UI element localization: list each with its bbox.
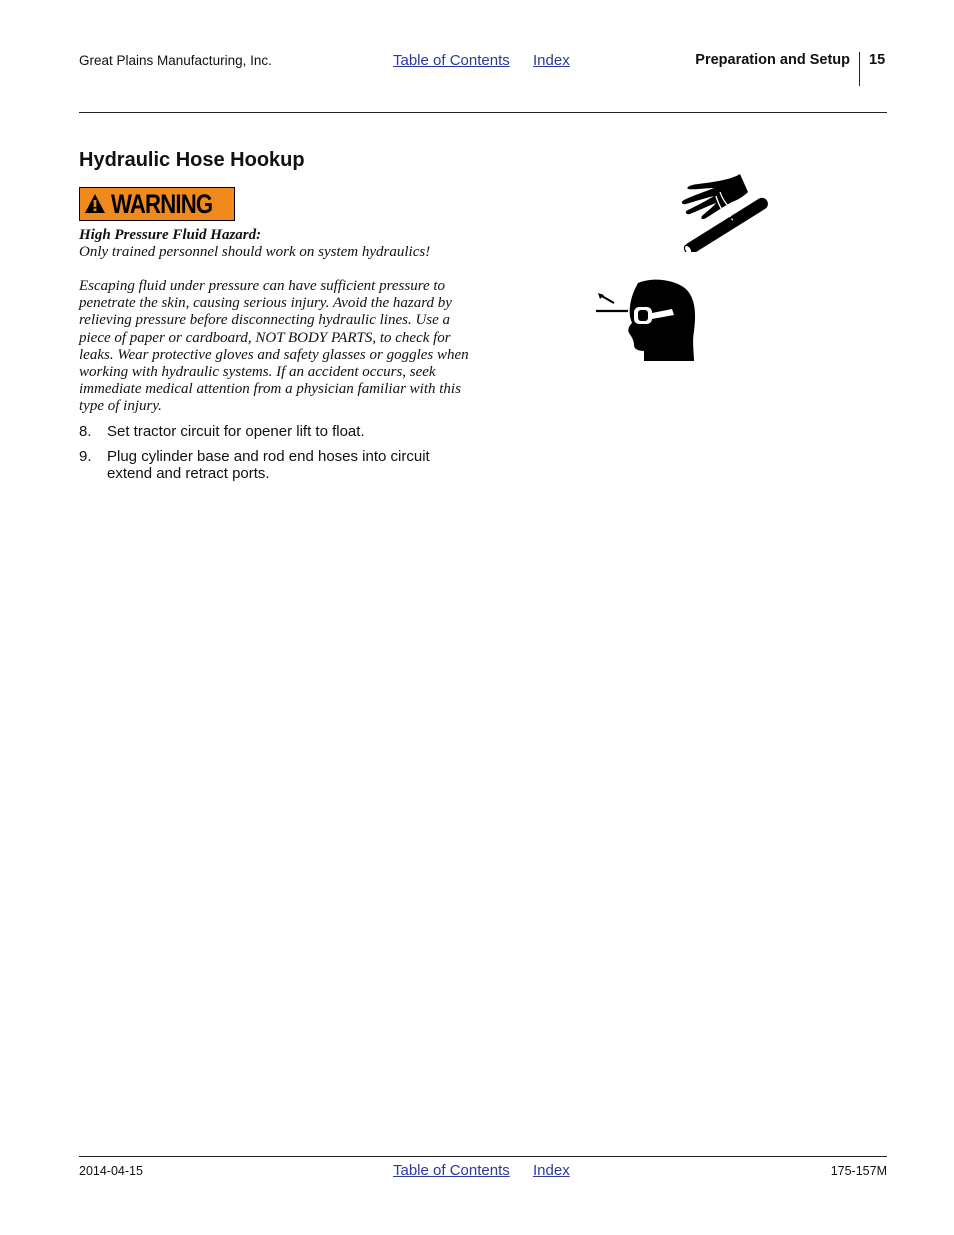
footer-toc-link[interactable]: Table of Contents xyxy=(393,1162,510,1179)
hazard-title: High Pressure Fluid Hazard: xyxy=(79,227,262,243)
warning-badge xyxy=(79,187,235,221)
hazard-subtitle: Only trained personnel should work on system hydraulics! xyxy=(79,244,431,260)
step-number: 8. xyxy=(79,423,92,440)
hand-hose-leak-icon xyxy=(676,170,776,252)
hazard-body: Escaping fluid under pressure can have sufficient pressure to penetrate the skin, causing serious injury. Avoid the hazard by relieving pressure before disconnecting hydraulic lines. Use a piece of paper or cardboard, NOT BODY PARTS, to check for leaks. Wear protective gloves and safety glasses or goggles when working with hydraulic systems. If an accident occurs, seek immediate medical attention from a physician familiar with this type of injury. xyxy=(79,278,469,415)
header-toc-link[interactable]: Table of Contents xyxy=(393,52,510,69)
page-number: 15 xyxy=(869,52,886,68)
header-divider xyxy=(859,52,860,86)
company-name: Great Plains Manufacturing, Inc. xyxy=(79,53,272,68)
step-number: 9. xyxy=(79,448,92,465)
step-text: Plug cylinder base and rod end hoses into circuit extend and retract ports. xyxy=(107,448,430,482)
safety-glasses-head-icon xyxy=(594,279,698,363)
footer-index-link[interactable]: Index xyxy=(533,1162,570,1179)
step-text: Set tractor circuit for opener lift to float. xyxy=(107,423,365,440)
page-title: Hydraulic Hose Hookup xyxy=(79,149,305,171)
warning-triangle-icon xyxy=(84,193,106,215)
warning-label: WARNING xyxy=(111,189,213,219)
header-rule xyxy=(79,112,887,113)
footer-rule xyxy=(79,1156,887,1157)
header-index-link[interactable]: Index xyxy=(533,52,570,69)
document-number: 175-157M xyxy=(830,1164,887,1178)
section-title: Preparation and Setup xyxy=(695,52,850,68)
footer-date: 2014-04-15 xyxy=(79,1164,143,1178)
